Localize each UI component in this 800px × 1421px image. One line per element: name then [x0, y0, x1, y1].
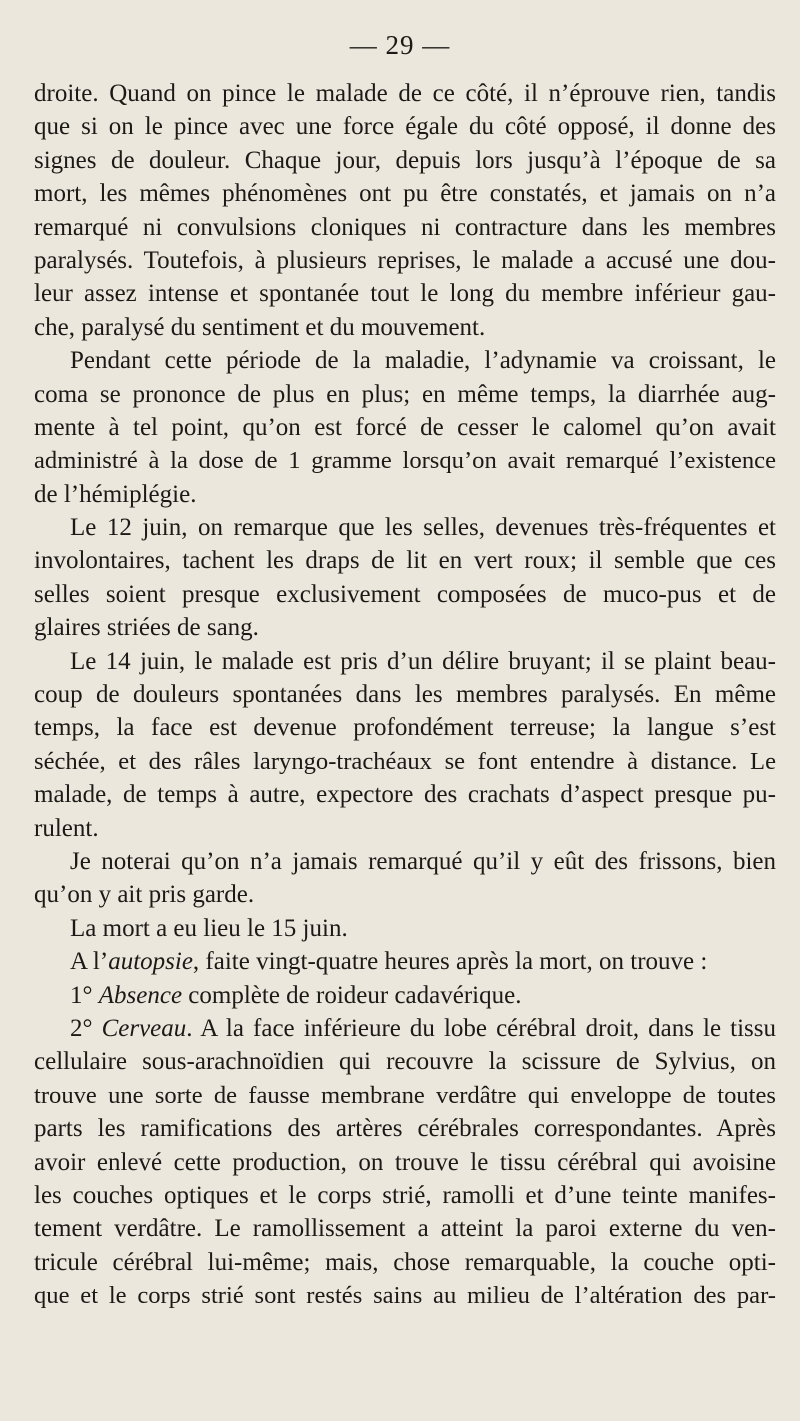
text-line: glaires striées de sang. [34, 614, 259, 642]
text-line: tricule cérébral lui-même; mais, chose remarquable, la couche opti- [34, 1248, 776, 1276]
italic-term: Cerveau [101, 1014, 187, 1042]
text-line: coup de douleurs spontanées dans les membres paralysés. En même [34, 681, 776, 709]
text-line: les couches optiques et le corps strié, ramolli et d’une teinte manifes- [34, 1181, 776, 1209]
text-line: temps, la face est devenue profondément terreuse; la langue s’est [34, 714, 776, 742]
text-line: administré à la dose de 1 gramme lorsqu’on avait remarqué l’existence [34, 447, 776, 475]
text-segment: 2° [70, 1014, 102, 1042]
text-line: tement verdâtre. Le ramollissement a atteint la paroi externe du ven- [34, 1215, 776, 1243]
text-segment: A l’ [70, 948, 109, 976]
text-segment: . A la face inférieure du lobe cérébral droit, dans le tissu [186, 1014, 776, 1042]
text-line: coma se prononce de plus en plus; en même temps, la diarrhée aug- [34, 380, 776, 408]
text-line: que et le corps strié sont restés sains au milieu de l’altération des par- [34, 1282, 776, 1310]
text-line [34, 1012, 776, 1045]
italic-term: autopsie [108, 948, 193, 976]
text-line: séchée, et des râles laryngo-trachéaux se font entendre à distance. Le [34, 747, 776, 775]
text-line: malade, de temps à autre, expectore des crachats d’aspect presque pu- [34, 781, 776, 809]
italic-term: Absence [98, 981, 183, 1009]
text-segment: , faite vingt-quatre heures après la mort, on trouve : [192, 948, 708, 976]
text-line: La mort a eu lieu le 15 juin. [70, 914, 348, 942]
text-line: paralysés. Toutefois, à plusieurs reprises, le malade a accusé une dou- [34, 246, 776, 274]
text-line: qu’on y ait pris garde. [34, 881, 255, 909]
text-line: parts les ramifications des artères cérébrales correspondantes. Après [34, 1115, 776, 1143]
text-line: trouve une sorte de fausse membrane verdâtre qui enveloppe de toutes [34, 1081, 776, 1109]
text-line: remarqué ni convulsions cloniques ni contracture dans les membres [34, 213, 776, 241]
text-line: che, paralysé du sentiment et du mouvement. [34, 313, 486, 341]
text-body [34, 77, 776, 1312]
text-line: leur assez intense et spontanée tout le long du membre inférieur gau- [34, 280, 776, 308]
text-segment: complète de roideur cadavérique. [182, 981, 522, 1009]
text-line: de l’hémiplégie. [34, 480, 197, 508]
text-line [34, 979, 776, 1012]
text-line: Pendant cette période de la maladie, l’adynamie va croissant, le [70, 347, 776, 375]
text-line: signes de douleur. Chaque jour, depuis lors jusqu’à l’époque de sa [34, 146, 776, 174]
text-line: rulent. [34, 814, 99, 842]
text-line: Le 12 juin, on remarque que les selles, devenues très-fréquentes et [70, 514, 776, 542]
page-number: — 29 — [349, 30, 451, 60]
text-line: mente à tel point, qu’on est forcé de cesser le calomel qu’on avait [34, 413, 776, 441]
text-line: Je noterai qu’on n’a jamais remarqué qu’il y eût des frissons, bien [70, 847, 776, 875]
text-line [34, 945, 776, 978]
text-line: que si on le pince avec une force égale du côté opposé, il donne des [34, 113, 776, 141]
text-line: cellulaire sous-arachnoïdien qui recouvre la scissure de Sylvius, on [34, 1048, 776, 1076]
text-line: involontaires, tachent les draps de lit en vert roux; il semble que ces [34, 547, 776, 575]
text-line: avoir enlevé cette production, on trouve le tissu cérébral qui avoisine [34, 1148, 776, 1176]
text-line: droite. Quand on pince le malade de ce côté, il n’éprouve rien, tandis [34, 80, 776, 107]
text-line: selles soient presque exclusivement composées de muco-pus et de [34, 580, 776, 608]
text-line: Le 14 juin, le malade est pris d’un délire bruyant; il se plaint beau- [70, 647, 776, 675]
text-line: mort, les mêmes phénomènes ont pu être constatés, et jamais on n’a [34, 180, 776, 208]
text-segment: 1° [70, 981, 99, 1009]
